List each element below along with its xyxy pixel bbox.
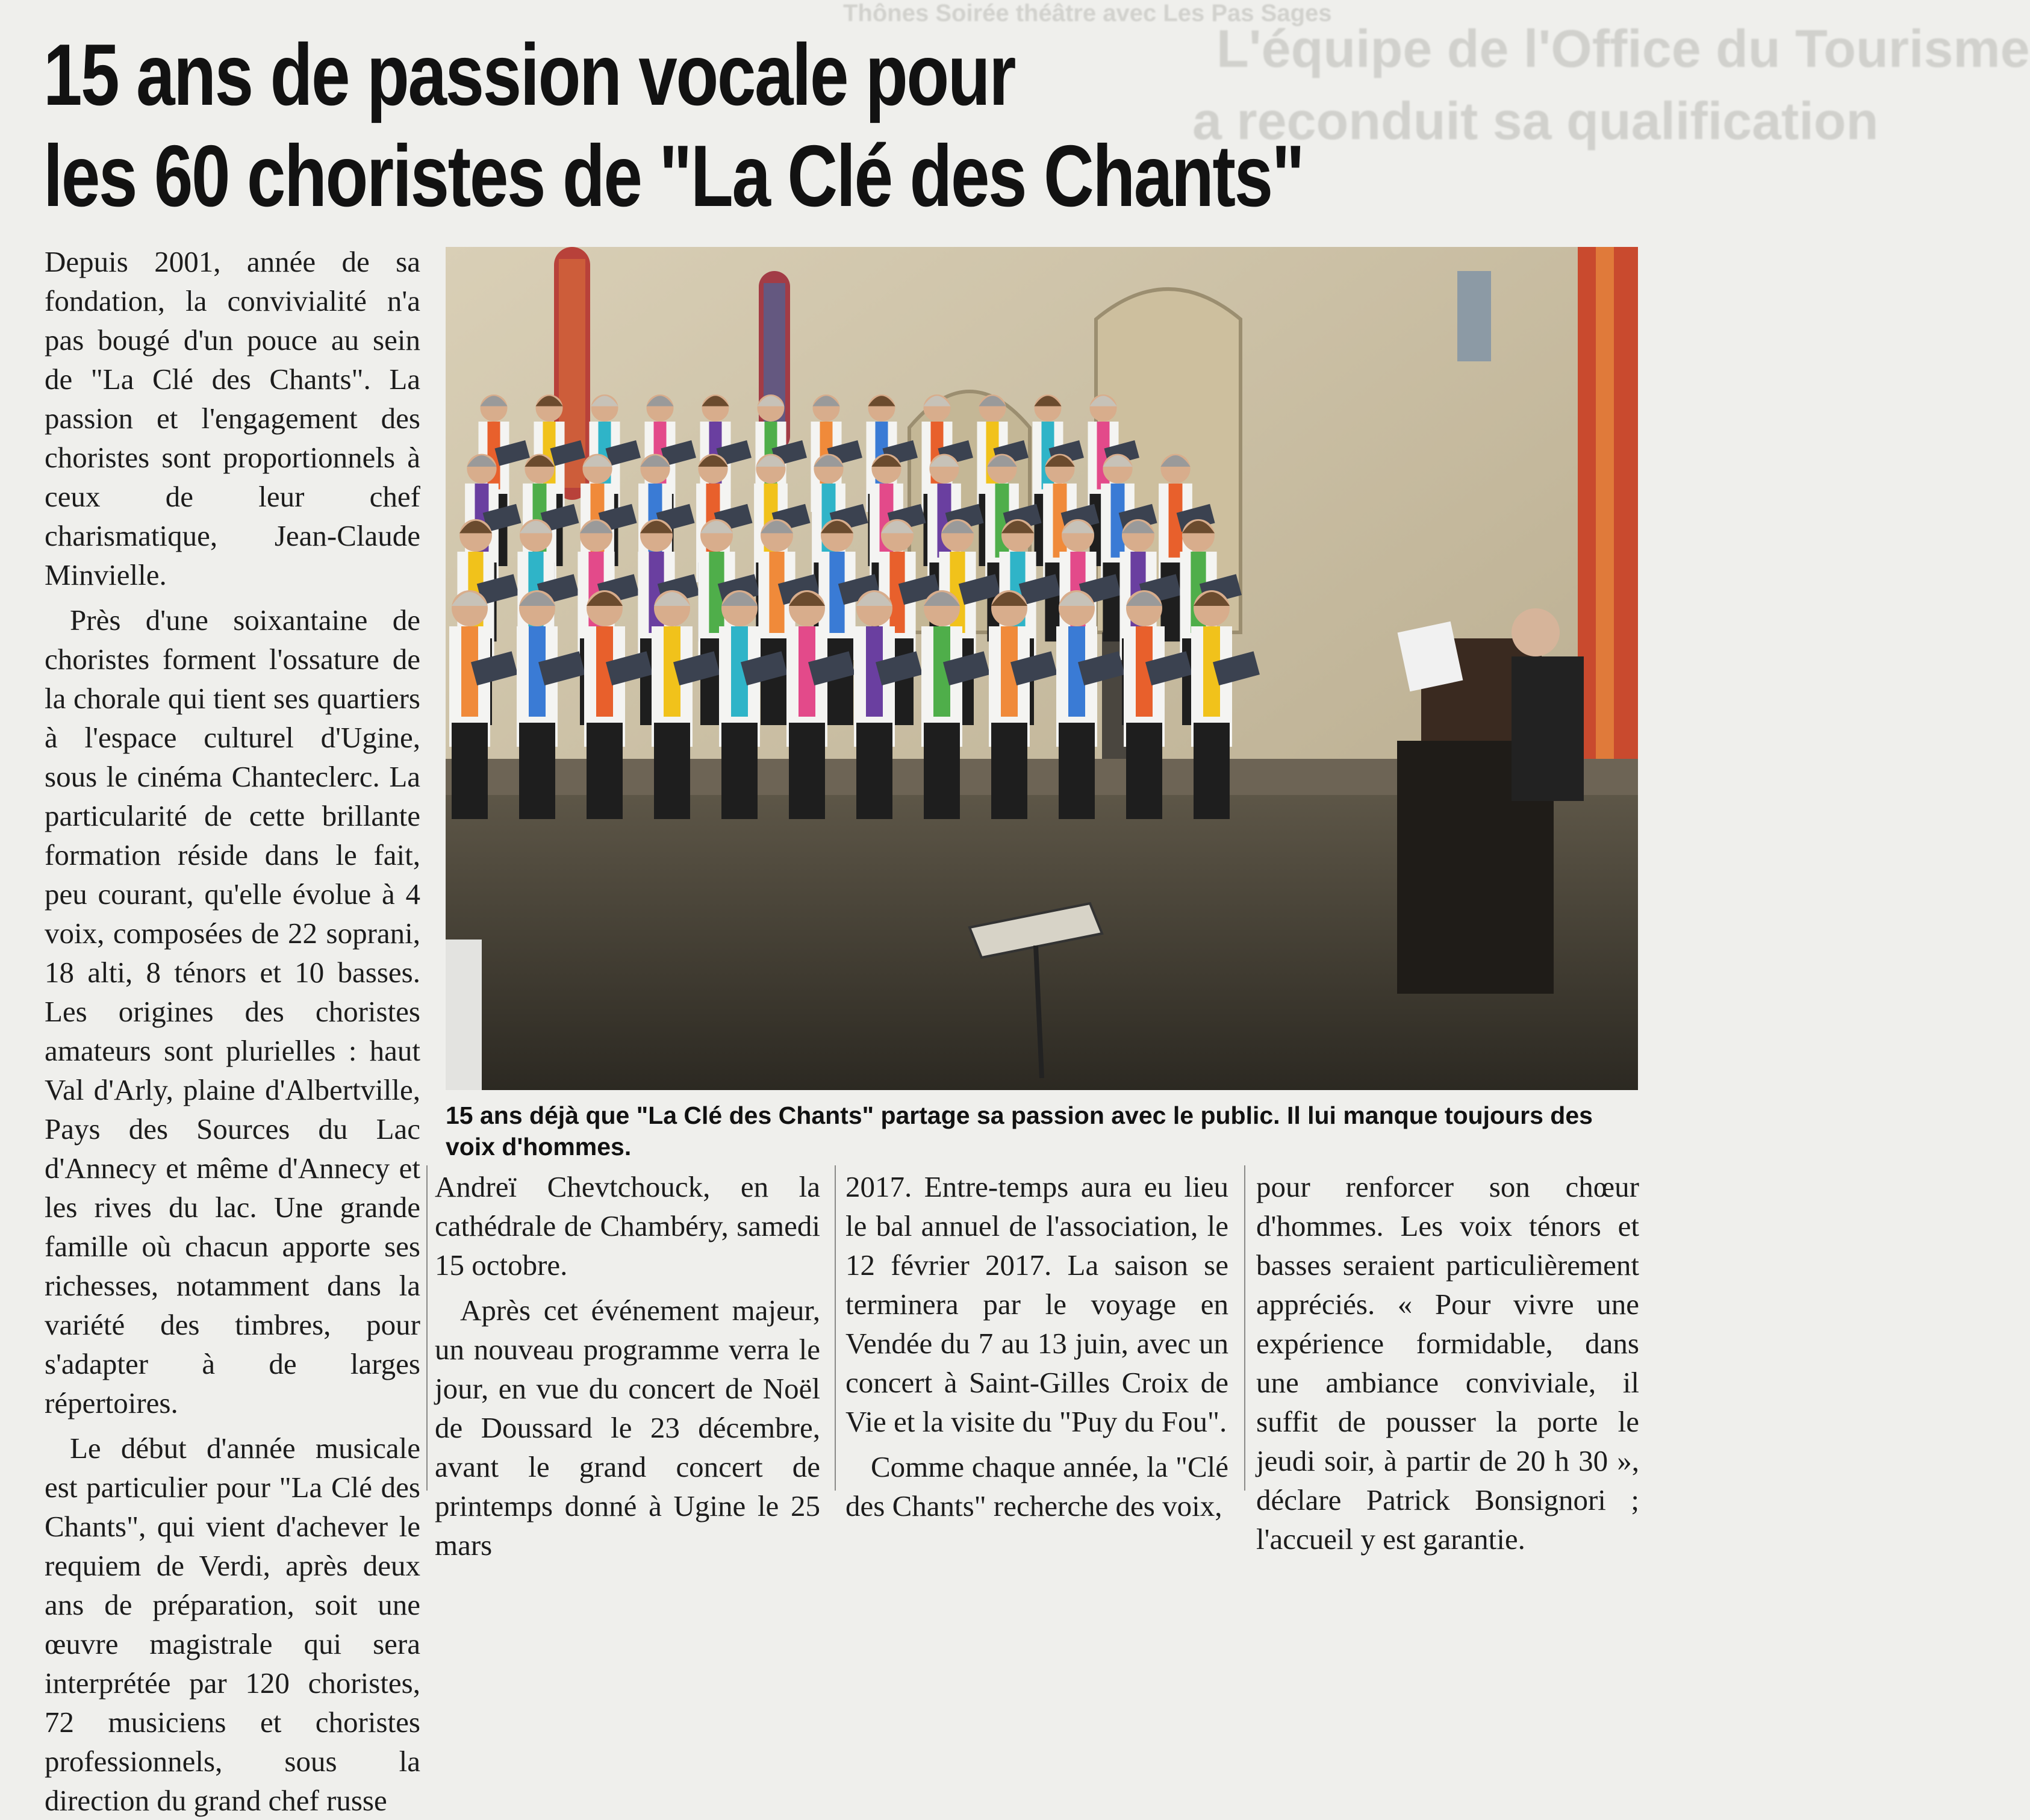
column-divider xyxy=(835,1165,836,1491)
paragraph: pour renforcer son chœur d'hommes. Les voix ténors et basses seraient particulièrement appréciés. « Pour vivre une expérience formidable, dans une ambiance conviviale, il suffit de pousser la porte le jeudi soir, à partir de 20 h 30 », déclare Patrick Bonsignori ; l'accueil y est garantie. xyxy=(1256,1170,1639,1556)
article-column-4 xyxy=(1256,1167,1639,1559)
choir-photo xyxy=(446,247,1638,1090)
article-column-2 xyxy=(435,1167,820,1565)
choir-member-skirt xyxy=(654,723,690,819)
choir-member-skirt xyxy=(721,723,758,819)
neighbor-headline-top: Thônes Soirée théâtre avec Les Pas Sages xyxy=(843,0,1332,26)
paragraph: 2017. Entre-temps aura eu lieu le bal annuel de l'association, le 12 février 2017. La saison se terminera par le voyage en Vendée du 7 au 13 juin, avec un concert à Saint-Gilles Croix de Vie et la visite du "Puy du Fou". xyxy=(845,1170,1228,1438)
choir-member-skirt xyxy=(924,723,960,819)
choir-member-skirt xyxy=(1126,723,1162,819)
choir-member-skirt xyxy=(452,723,488,819)
choir-photo-illustration xyxy=(446,247,1638,1090)
choir-member-skirt xyxy=(856,723,892,819)
paragraph: Andreï Chevtchouck, en la cathédrale de Chambéry, samedi 15 octobre. xyxy=(435,1170,820,1282)
paragraph: Après cet événement majeur, un nouveau programme verra le jour, en vue du concert de Noël de Doussard le 23 décembre, avant le grand concert de printemps donné à Ugine le 25 mars xyxy=(435,1294,820,1562)
choir-member-skirt xyxy=(519,723,555,819)
column-divider xyxy=(426,1165,428,1491)
paragraph: Près d'une soixantaine de choristes forment l'ossature de la chorale qui tient ses quartiers à l'espace culturel d'Ugine, sous le cinéma Chanteclerc. La particularité de cette brillante formation réside dans le fait, peu courant, qu'elle évolue à 4 voix, composées de 22 soprani, 18 alti, 8 ténors et 10 basses. Les origines des choristes amateurs sont plurielles : haut Val d'Arly, plaine d'Albertville, Pays des Sources du Lac d'Annecy et même d'Annecy et les rives du lac. Une grande famille où chacun apporte ses richesses, notamment dans la variété des timbres, pour s'adapter à de larges répertoires. xyxy=(45,603,420,1420)
headline-line-1: 15 ans de passion vocale pour xyxy=(43,26,1015,123)
column-divider xyxy=(1244,1165,1245,1491)
article-column-3 xyxy=(845,1167,1228,1525)
paragraph: Comme chaque année, la "Clé des Chants" recherche des voix, xyxy=(845,1450,1228,1522)
paragraph: Le début d'année musicale est particulier pour "La Clé des Chants", qui vient d'achever le requiem de Verdi, après deux ans de préparation, soit une œuvre magistrale qui sera interprétée par 120 choristes, 72 musiciens et choristes professionnels, sous la direction du grand chef russe xyxy=(45,1432,420,1817)
choir-member-skirt xyxy=(1059,723,1095,819)
article-column-1 xyxy=(45,242,420,1820)
headline-line-2: les 60 choristes de "La Clé des Chants" xyxy=(43,127,1304,225)
choir-member-skirt xyxy=(991,723,1027,819)
choir-member-skirt xyxy=(1194,723,1230,819)
neighbor-headline-right-1: L'équipe de l'Office du Tourisme xyxy=(1216,19,2030,78)
photo-caption: 15 ans déjà que "La Clé des Chants" partage sa passion avec le public. Il lui manque toujours des voix d'hommes. xyxy=(446,1102,1593,1161)
choir-member-skirt xyxy=(789,723,825,819)
neighbor-headline-right-2: a reconduit sa qualification xyxy=(1192,91,1879,151)
paragraph: Depuis 2001, année de sa fondation, la convivialité n'a pas bougé d'un pouce au sein de "La Clé des Chants". La passion et l'engagement des choristes sont proportionnels à ceux de leur chef charismatique, Jean-Claude Minvielle. xyxy=(45,245,420,591)
choir-member-skirt xyxy=(587,723,623,819)
